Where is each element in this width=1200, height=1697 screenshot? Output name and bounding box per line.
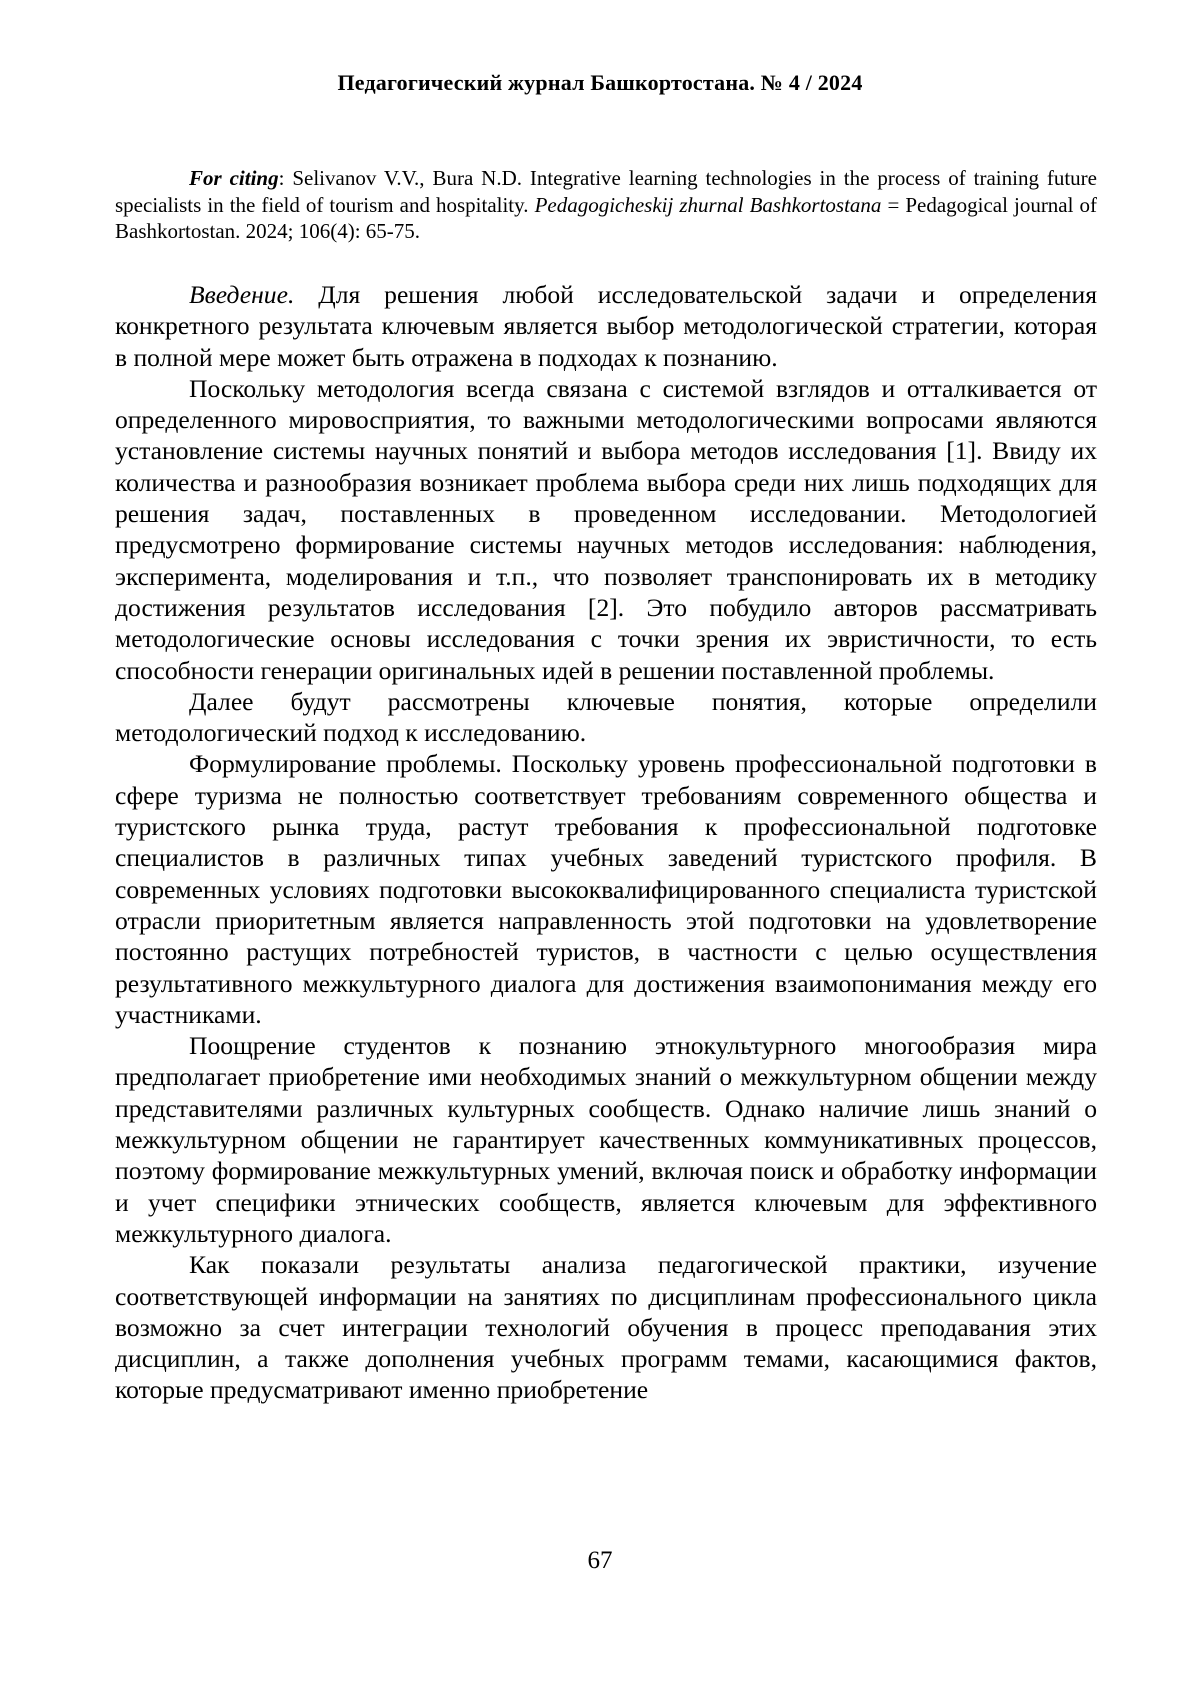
intro-text: Для решения любой исследовательской задачи и определения конкретного результата ключевым является выбор методологической стратегии, которая в полной мере может быть отражена в подходах к познанию.	[115, 280, 1097, 372]
citation-journal: Pedagogicheskij zhurnal Bashkortostana	[535, 193, 882, 217]
citation-text: Selivanov V.V., Bura N.D. Integrative learning technologies in the process of training future specialists in the field of tourism and hospitality.	[115, 166, 1097, 217]
page-number: 67	[0, 1547, 1200, 1575]
paragraph-6: Как показали результаты анализа педагогической практики, изучение соответствующей информации на занятиях по дисциплинам профессионального цикла возможно за счет интеграции технологий обучения в процесс преподавания этих дисциплин, а также дополнения учебных программ темами, касающимися фактов, которые предусматривают именно приобретение	[115, 1249, 1097, 1405]
citation-label: For citing	[189, 166, 279, 190]
citation-block	[115, 165, 1097, 245]
journal-header: Педагогический журнал Башкортостана. № 4 / 2024	[0, 70, 1200, 96]
paragraph-3: Далее будут рассмотрены ключевые понятия, которые определили методологический подход к исследованию.	[115, 686, 1097, 749]
document-page	[0, 0, 1200, 1697]
paragraph-intro	[115, 279, 1097, 373]
citation-colon: :	[279, 166, 285, 190]
paragraph-4: Формулирование проблемы. Поскольку уровень профессиональной подготовки в сфере туризма не полностью соответствует требованиям современного общества и туристского рынка труда, растут требования к профессиональной подготовке специалистов в различных типах учебных заведений туристского профиля. В современных условиях подготовки высококвалифицированного специалиста туристской отрасли приоритетным является направленность этой подготовки на удовлетворение постоянно растущих потребностей туристов, в частности с целью осуществления результативного межкультурного диалога для достижения взаимопонимания между его участниками.	[115, 748, 1097, 1030]
paragraph-2: Поскольку методология всегда связана с системой взглядов и отталкивается от определенного мировосприятия, то важными методологическими вопросами являются установление системы научных понятий и выбора методов исследования [1]. Ввиду их количества и разнообразия возникает проблема выбора среди них лишь подходящих для решения задач, поставленных в проведенном исследовании. Методологией предусмотрено формирование системы научных методов исследования: наблюдения, эксперимента, моделирования и т.п., что позволяет транспонировать их в методику достижения результатов исследования [2]. Это побудило авторов рассматривать методологические основы исследования с точки зрения их эвристичности, то есть способности генерации оригинальных идей в решении поставленной проблемы.	[115, 373, 1097, 686]
intro-label: Введение.	[189, 280, 294, 309]
citation-rest: = Pedagogical journal of Bashkortostan. 2024; 106(4): 65-75.	[115, 193, 1097, 244]
paragraph-5: Поощрение студентов к познанию этнокультурного многообразия мира предполагает приобретение ими необходимых знаний о межкультурном общении между представителями различных культурных сообществ. Однако наличие лишь знаний о межкультурном общении не гарантирует качественных коммуникативных процессов, поэтому формирование межкультурных умений, включая поиск и обработку информации и учет специфики этнических сообществ, является ключевым для эффективного межкультурного диалога.	[115, 1030, 1097, 1249]
article-body	[115, 279, 1097, 1406]
